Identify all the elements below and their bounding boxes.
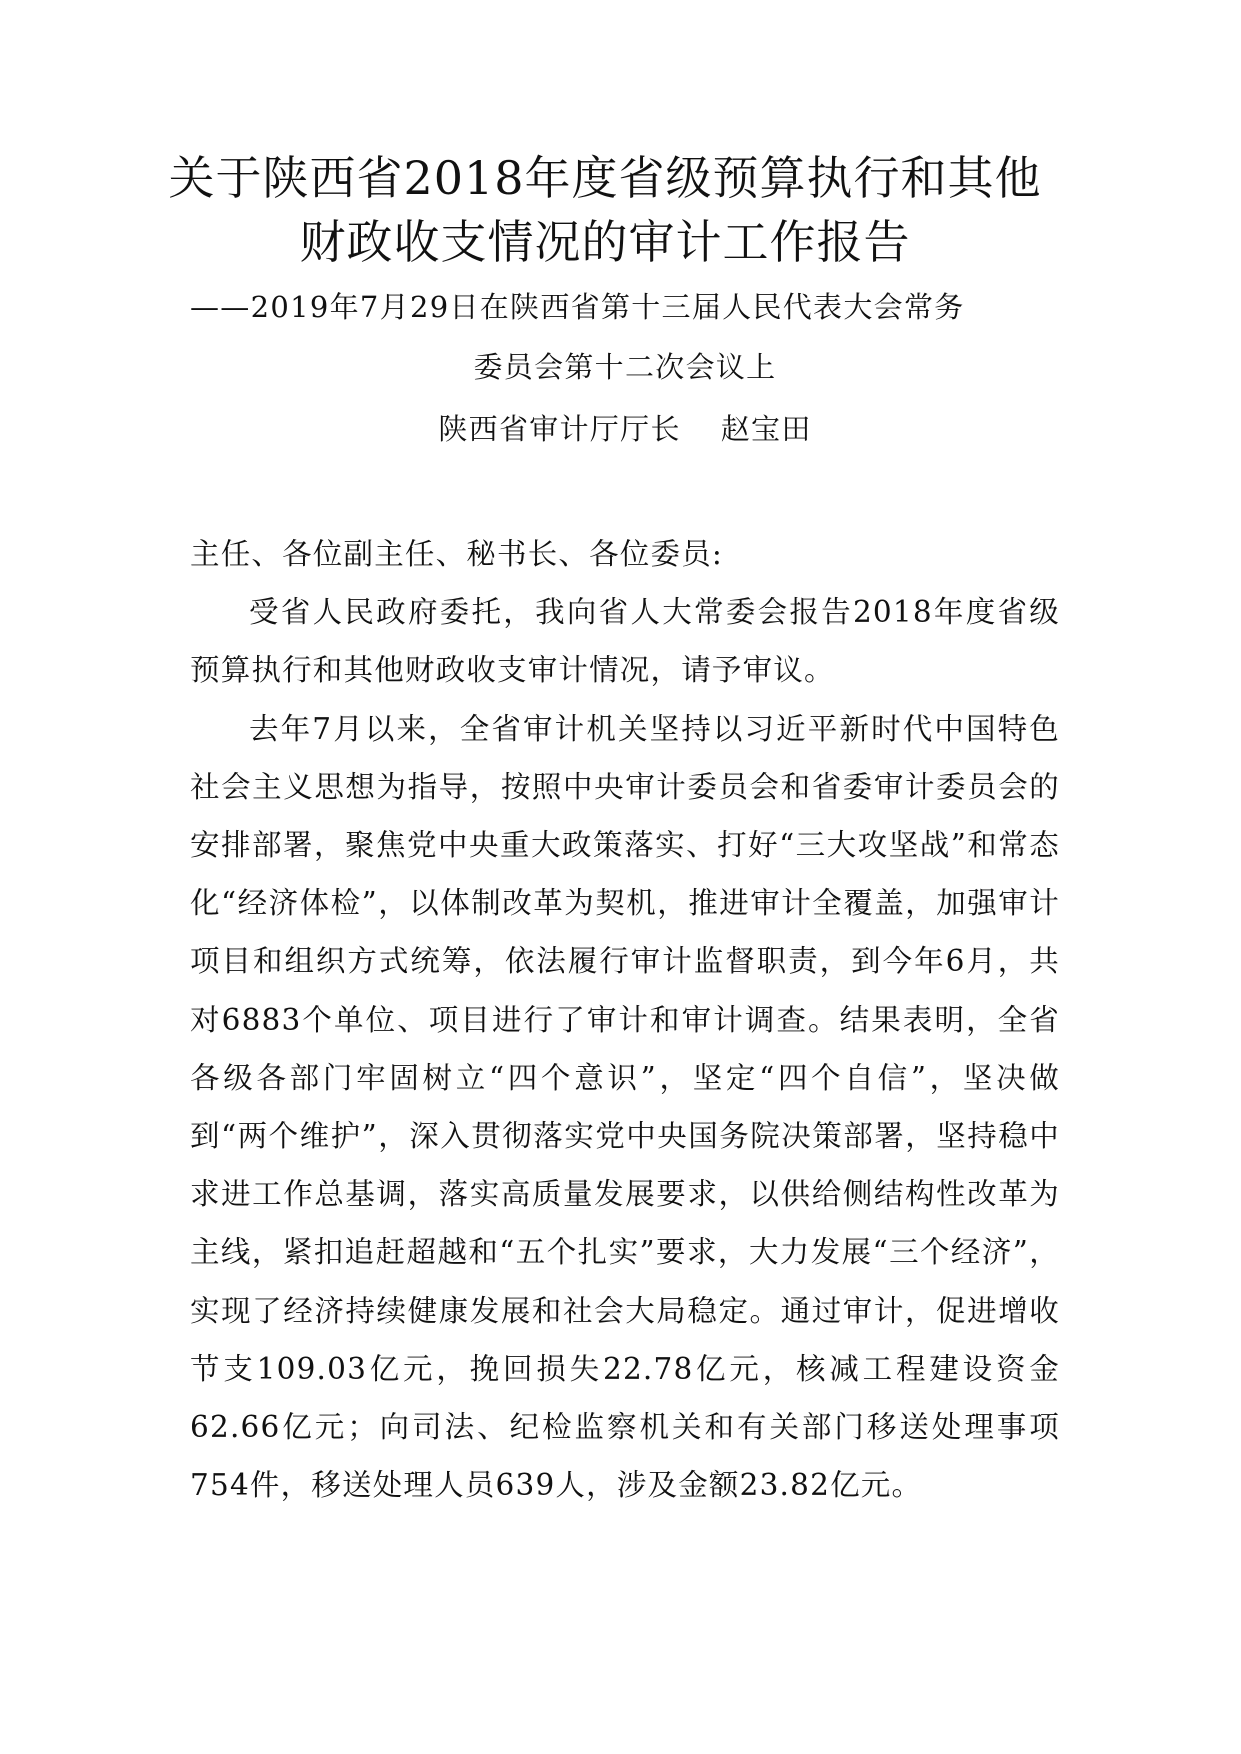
- author-name: 赵宝田: [720, 412, 812, 446]
- author-title: 陕西省审计厅厅长: [438, 412, 681, 446]
- author-byline: [190, 404, 1060, 454]
- report-body: [190, 525, 1060, 1514]
- body-paragraph-2: 去年7月以来，全省审计机关坚持以习近平新时代中国特色社会主义思想为指导，按照中央审计委员会和省委审计委员会的安排部署，聚焦党中央重大政策落实、打好“三大攻坚战”和常态化“经济体检”，以体制改革为契机，推进审计全覆盖，加强审计项目和组织方式统筹，依法履行审计监督职责，到今年6月，共对6883个单位、项目进行了审计和审计调查。结果表明，全省各级各部门牢固树立“四个意识”，坚定“四个自信”，坚决做到“两个维护”，深入贯彻落实党中央国务院决策部署，坚持稳中求进工作总基调，落实高质量发展要求，以供给侧结构性改革为主线，紧扣追赶超越和“五个扎实”要求，大力发展“三个经济”，实现了经济持续健康发展和社会大局稳定。通过审计，促进增收节支109.03亿元，挽回损失22.78亿元，核减工程建设资金62.66亿元；向司法、纪检监察机关和有关部门移送处理事项754件，移送处理人员639人，涉及金额23.82亿元。: [190, 711, 1060, 1503]
- report-title-line-1: 关于陕西省2018年度省级预算执行和其他: [168, 151, 1042, 205]
- report-subtitle: [190, 282, 1060, 454]
- report-title: [160, 146, 1050, 274]
- report-title-line-2: 财政收支情况的审计工作报告: [299, 215, 911, 269]
- subtitle-line-2: 委员会第十二次会议上: [473, 350, 777, 384]
- body-paragraph-1: 受省人民政府委托，我向省人大常委会报告2018年度省级预算执行和其他财政收支审计情况，请予审议。: [190, 595, 1060, 688]
- salutation: 主任、各位副主任、秘书长、各位委员:: [190, 537, 724, 571]
- subtitle-line-1: ——2019年7月29日在陕西省第十三届人民代表大会常务: [190, 290, 965, 324]
